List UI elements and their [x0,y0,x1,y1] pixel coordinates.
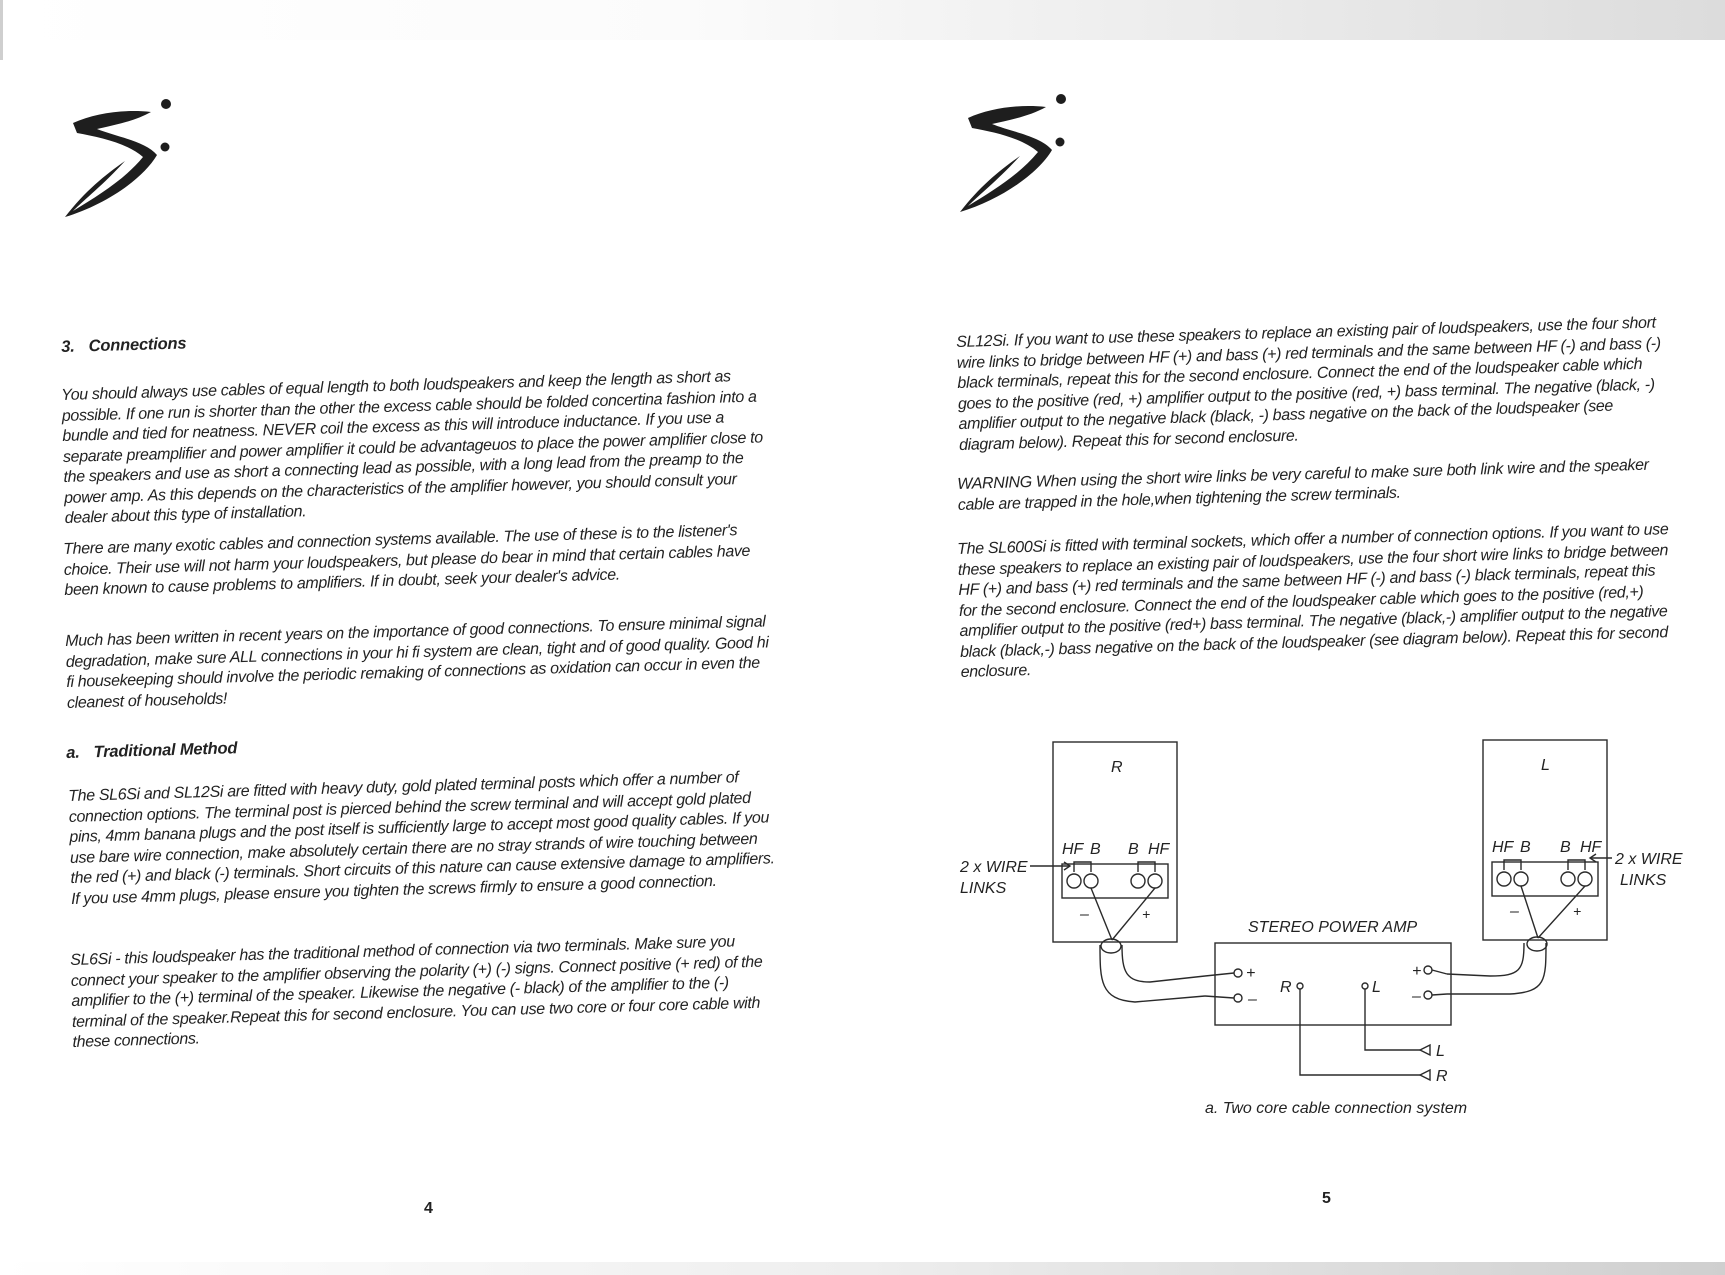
paragraph-good-connections: Much has been written in recent years on the importance of good connections. To ensure minimal signal degradation, make sure ALL connections in your hi fi system are clean, tight and of good quality. Good hi fi housekeeping should involve the periodic remaking of connections as oxidation can occur in even the cleanest of households! [65,613,769,712]
paragraph-cable-length: You should always use cables of equal length to both loudspeakers and keep the length as short as possible. If one run is shorter than the other the excess cable should be folded concertina fashion into a bundle and tied for neatness. NEVER coil the excess as this will introduce inductance. If you use a separate preamplifier and power amplifier it could be advantageuos to place the power amplifier close to the speakers and use as short a connecting lead as possible, with a long lead from the preamp to the power amp. As this depends on the characteristics of the amplifier however, you should consult your dealer about this type of installation. [61,368,763,527]
l-terminal-hf-right: HF [1580,839,1602,856]
subsection-number: a. [66,743,80,762]
wire-links-left-line2: LINKS [960,880,1007,897]
stereo-power-amp-box [1215,943,1451,1025]
speaker-r-label: R [1111,759,1123,776]
r-terminal-hf-right: HF [1148,841,1170,858]
r-terminal-hf-left: HF [1062,841,1084,858]
two-core-connection-diagram [950,730,1720,1170]
paragraph-sl12si: SL12Si. If you want to use these speakers to replace an existing pair of loudspeakers, use the four short wire links to bridge between HF (+) and bass (+) red terminals and the same between HF (-) and bass (-) black terminals, repeat this for the second enclosure. Connect the end of the loudspeaker cable which goes to the positive (red, +) amplifier output to the positive (red, +) bass terminal. The negative (black, -) amplifier output to the negative black (black, -) bass negative on the back of the loudspeaker (see diagram below). Repeat this for second enclosure. [956,314,1661,454]
r-terminal-b-right: B [1128,841,1139,858]
section-number: 3. [61,337,75,356]
section-title: Connections [88,334,187,356]
amp-r-minus: – [1248,991,1257,1008]
input-lead-r: R [1436,1068,1448,1085]
l-terminal-hf-left: HF [1492,839,1514,856]
speaker-l-label: L [1541,757,1550,774]
input-lead-l: L [1436,1043,1445,1060]
amp-label: STEREO POWER AMP [1248,919,1418,936]
page-number: 5 [1322,1190,1331,1207]
paragraph-terminal-posts: The SL6Si and SL12Si are fitted with heavy duty, gold plated terminal posts which offer a number of connection options. The terminal post is pierced behind the screw terminal and will accept gold plated pins, 4mm banana plugs and the post itself is sufficiently large to accept most good quality cables. If you use bare wire connection, make absolutely certain there are no stray strands of wire touching between the red (+) and black (-) terminals. Short circuits of this nature can cause extensive damage to amplifiers. If you use 4mm plugs, please ensure you tighten the screws firmly to ensure a good connection. [68,769,775,908]
l-terminal-b-left: B [1520,839,1531,856]
speaker-r-terminal-plate [1062,864,1168,898]
r-terminal-plus: + [1142,906,1151,922]
l-terminal-minus: – [1510,903,1519,920]
paragraph-exotic-cables: There are many exotic cables and connection systems available. The use of these is to the listener's choice. Their use will not harm your loudspeakers, but please do bear in mind that certain cables have been known to cause problems to amplifiers. If in doubt, seek your dealer's advice. [63,522,751,599]
brand-logo [950,90,1085,220]
diagram-caption: a. Two core cable connection system [1205,1100,1468,1117]
scan-shadow-bottom [0,1262,1725,1275]
l-terminal-plus: + [1573,903,1582,919]
r-terminal-minus: – [1080,906,1089,923]
amp-input-r: R [1280,979,1292,996]
paragraph-sl6si: SL6Si - this loudspeaker has the traditional method of connection via two terminals. Make sure you connect your speaker to the amplifier observing the polarity (+) (-) signs. Connect positive (+ red) of the amplifier to the (+) terminal of the speaker. Likewise the negative (- black) of the amplifier to the (-) terminal of the speaker.Repeat this for second enclosure. You can use two core or four core cable with these connections. [70,933,763,1051]
subsection-title: Traditional Method [93,739,238,762]
paragraph-sl600si: The SL600Si is fitted with terminal sockets, which offer a number of connection options. If you want to use these speakers to replace an existing pair of loudspeakers, use the four short wire links to bridge between HF (+) and bass (+) red terminals and the same between HF (-) and bass (-) black terminals, repeat this for the second enclosure. Connect the end of the loudspeaker cable which goes to the positive (red,+) amplifier output to the positive (red+) bass terminal. The negative (black,-) amplifier output to the negative black (black,-) bass negative on the back of the loudspeaker (see diagram below). Repeat this for second enclosure. [957,521,1669,681]
wire-links-right-line2: LINKS [1620,872,1667,889]
page-number: 4 [424,1200,433,1217]
amp-l-plus: + [1412,963,1422,980]
wire-links-right-line1: 2 x WIRE [1615,851,1683,868]
paragraph-warning: WARNING When using the short wire links be very careful to make sure both link wire and the speaker cable are trapped in the hole,when tightening the screw terminals. [957,456,1649,514]
l-terminal-b-right: B [1560,839,1571,856]
wire-links-left-line1: 2 x WIRE [960,859,1028,876]
amp-r-plus: + [1246,965,1256,982]
r-terminal-b-left: B [1090,841,1101,858]
amp-input-l: L [1372,979,1381,996]
speaker-l-terminal-plate [1492,862,1598,896]
amp-l-minus: – [1412,988,1421,1005]
